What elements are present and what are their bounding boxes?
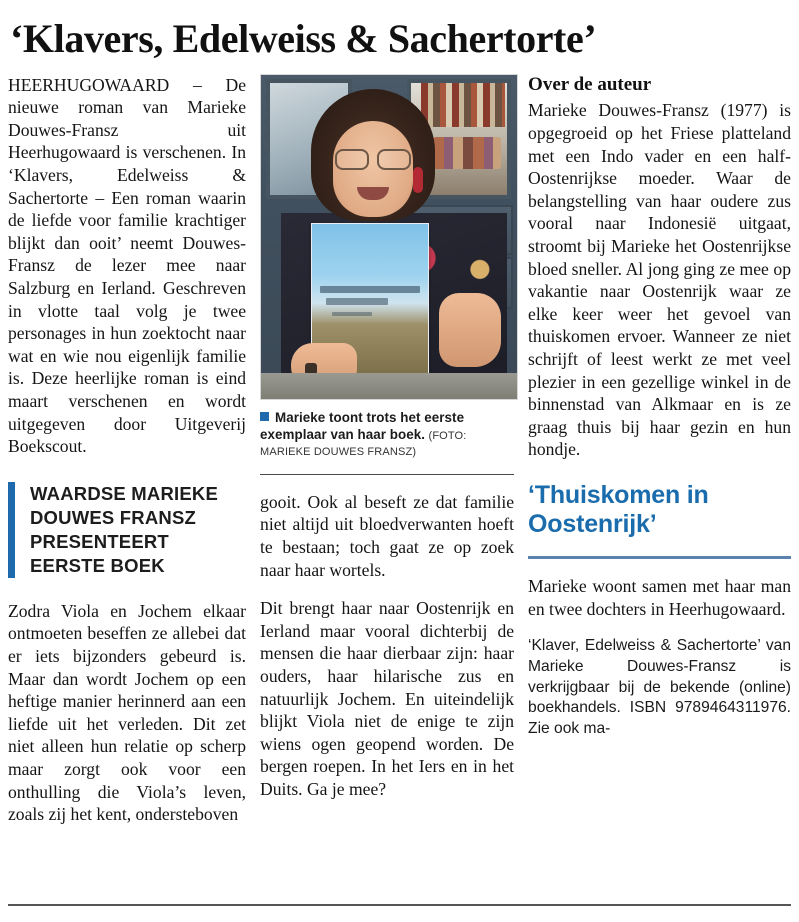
column-one <box>8 74 260 826</box>
pull-quote <box>8 482 246 578</box>
page-bottom-rule <box>8 904 791 906</box>
column-two-paragraph-2: Dit brengt haar naar Oostenrijk en Ierland maar vooral dichterbij de mensen die haar dierbaar zijn: haar ouders, haar hilarische zus en natuurlijk Jochem. En uiteindelijk blijkt Viola niet de enige te zijn wiens ogen geopend worden. De bergen roepen. In het Iers en in het Duits. Ga je mee? <box>260 598 515 799</box>
pull-quote-text: WAARDSE MARIEKE DOUWES FRANSZ PRESENTEERT EERSTE BOEK <box>30 482 219 576</box>
pull-quote-accent-bar <box>8 482 15 578</box>
photo-shelf-trinkets <box>433 137 501 169</box>
photo-author-earring <box>413 167 423 193</box>
photo-author-glasses <box>335 149 411 166</box>
column-three-blue-divider <box>528 556 791 559</box>
photo-author-right-hand <box>439 293 501 367</box>
page-title: ‘Klavers, Edelweiss & Sachertorte’ <box>10 16 597 61</box>
column-one-paragraph-2: Zodra Viola en Jochem elkaar ontmoeten beseffen ze allebei dat er iets bijzonders gebeurd is. Maar dan wordt Jochem op een heftige manier herinnerd aan een liefde uit het verleden. Dit zet niet alleen hun relatie op scherp maar zorgt ook voor een onthulling die Viola’s leven, zoals zij het kent, ondersteboven <box>8 600 247 825</box>
section-heading-thuiskomen: ‘Thuiskomen in Oostenrijk’ <box>528 480 709 539</box>
photo-table-surface <box>261 373 517 399</box>
column-three-info-box: ‘Klaver, Edelweiss & Sachertorte’ van Marieke Douwes-Fransz is verkrijgbaar bij de bekende (online) boekhandels. ISBN 9789464311976. Zie ook ma- <box>528 637 791 738</box>
column-three-paragraph-1: Marieke Douwes-Fransz (1977) is opgegroeid op het Friese platteland met een Indo vader en een half-Oostenrijkse moeder. Waar de belangstelling van haar oudere zus vooral naar Indonesië uitgaat, stroomt bij Marieke het Oostenrijkse bloed sneller. Al jong ging ze mee op vakantie naar Oostenrijk waar ze elke keer weer het gevoel van thuiskomen ervoer. Wanneer ze niet schrijft of leest werkt ze met veel plezier in een gezellige winkel in de binnenstad van Alkmaar en is ze graag thuis bij haar gezin en hun hondje. <box>528 100 791 460</box>
section-heading-author: Over de auteur <box>528 73 652 95</box>
column-three-paragraph-2: Marieke woont samen met haar man en twee dochters in Heerhugowaard. <box>528 575 791 619</box>
square-bullet-icon <box>260 412 269 421</box>
column-two <box>260 74 528 801</box>
article-photo <box>260 74 518 400</box>
photo-book-title-line-2 <box>326 298 388 305</box>
photo-book-title-line-1 <box>320 286 420 293</box>
photo-caption-text: Marieke toont trots het eerste exemplaar van haar boek. <box>260 409 465 443</box>
article-columns <box>8 74 791 826</box>
column-two-paragraph-1: gooit. Ook al beseft ze dat familie niet altijd uit bloedverwanten hoeft te bestaan; toch gaat ze op zoek naar haar wortels. <box>260 491 515 580</box>
photo-book-author-line <box>332 312 372 316</box>
column-three <box>528 74 791 740</box>
column-two-divider <box>260 474 514 475</box>
photo-bookshelf-books <box>421 83 505 127</box>
photo-credit: (FOTO: MARIEKE DOUWES FRANSZ) <box>260 430 467 459</box>
lead-paragraph: HEERHUGOWAARD – De nieuwe roman van Marieke Douwes-Fransz uit Heerhugowaard is verschenen. In ‘Klavers, Edelweiss & Sachertorte – Een roman waarin de liefde voor familie krachtiger blijkt dan ooit’ neemt Douwes-Fransz de lezer mee naar Salzburg en Ierland. Geschreven in vlotte taal volg je twee personages in hun zoektocht naar wat en wie nou eigenlijk familie is. Deze heerlijke roman is eind maart verschenen en wordt uitgegeven door Uitgeverij Boekscout. <box>8 74 247 457</box>
photo-caption <box>260 409 514 460</box>
